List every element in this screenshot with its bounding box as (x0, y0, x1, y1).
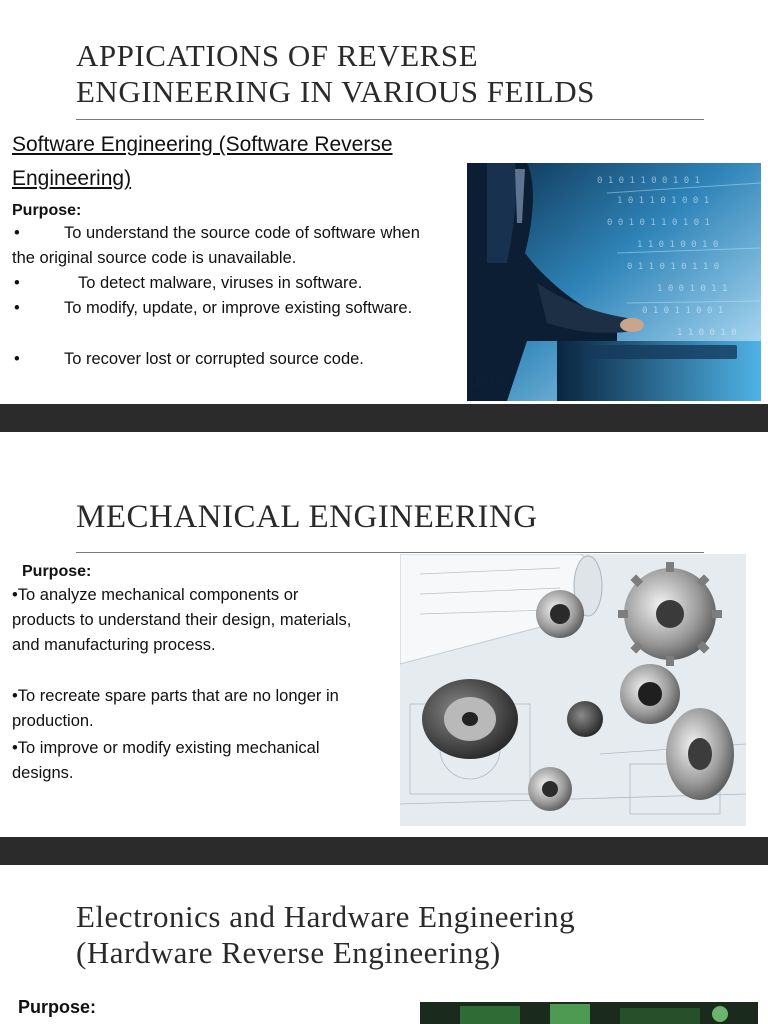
bullet-glyph: • (14, 350, 20, 368)
slide-2-purpose-label: Purpose: (22, 563, 92, 580)
slide-mechanical-engineering (0, 432, 768, 837)
bullet-glyph: • (14, 274, 20, 292)
svg-text:1 0 1 1 0 1 0 0 1: 1 0 1 1 0 1 0 0 1 (617, 196, 710, 206)
svg-text:0 1 0 1 1 0 0 1 0 1: 0 1 0 1 1 0 0 1 0 1 (597, 176, 700, 186)
slide-separator-2 (0, 837, 768, 865)
svg-text:1 0 0 1 0 1 1: 1 0 0 1 0 1 1 (657, 284, 728, 294)
bullet-glyph: • (14, 299, 20, 317)
slide-1-title-line-2: ENGINEERING IN VARIOUS FEILDS (76, 74, 595, 109)
mechanical-parts-image (400, 554, 746, 826)
slide-software-engineering (0, 0, 768, 404)
coding-person-illustration (467, 163, 761, 401)
svg-text:1 1 0 1 0 0 1 0: 1 1 0 1 0 0 1 0 (637, 240, 719, 250)
slide-2-point-3: •To improve or modify existing mechanical designs. (12, 739, 320, 782)
slide-1-purpose-label: Purpose: (12, 202, 82, 219)
slide-1-bullet-2: To detect malware, viruses in software. (78, 274, 363, 292)
slide-3-title (76, 899, 575, 971)
slide-1-bullet-4: To recover lost or corrupted source code. (64, 350, 364, 368)
image-watermark-text: JESSUP (471, 377, 511, 388)
slide-2-point-1: •To analyze mechanical components or products to understand their design, materials, and manufacturing process. (12, 586, 352, 654)
slide-3-title-line-2: (Hardware Reverse Engineering) (76, 935, 501, 970)
slide-1-bullet-1: To understand the source code of software when the original source code is unavailable. (12, 224, 420, 267)
slide-1-bullet-3: To modify, update, or improve existing software. (64, 299, 413, 317)
svg-text:0 1 0 1 1 0 0 1: 0 1 0 1 1 0 0 1 (642, 306, 724, 316)
svg-text:0 1 1 0 1 0 1 1 0: 0 1 1 0 1 0 1 1 0 (627, 262, 720, 272)
svg-text:1 1 0 0 1 0: 1 1 0 0 1 0 (677, 328, 737, 338)
circuit-board-illustration (420, 1002, 758, 1024)
slide-separator-1 (0, 404, 768, 432)
slide-1-title-line-1: APPICATIONS OF REVERSE (76, 38, 479, 73)
slide-3-title-line-1: Electronics and Hardware Engineering (76, 899, 576, 934)
svg-text:0 0 1 0 1 1 0 1 0 1: 0 0 1 0 1 1 0 1 0 1 (607, 218, 710, 228)
slide-2-point-2: •To recreate spare parts that are no longer in production. (12, 687, 339, 730)
slide-1-title (76, 38, 595, 110)
slide-3-purpose-label: Purpose: (18, 997, 97, 1017)
slide-2-title: MECHANICAL ENGINEERING (76, 499, 538, 535)
gears-and-blueprint-illustration (400, 554, 746, 826)
circuit-board-image (420, 1002, 758, 1024)
slide-2-title-rule (76, 552, 704, 553)
slide-electronics-hardware-engineering (0, 865, 768, 1024)
bullet-glyph: • (14, 224, 20, 242)
slide-1-title-rule (76, 119, 704, 120)
software-reverse-engineering-image (467, 163, 761, 401)
slide-1-subtitle: Software Engineering (Software Reverse Engineering) (12, 133, 393, 190)
